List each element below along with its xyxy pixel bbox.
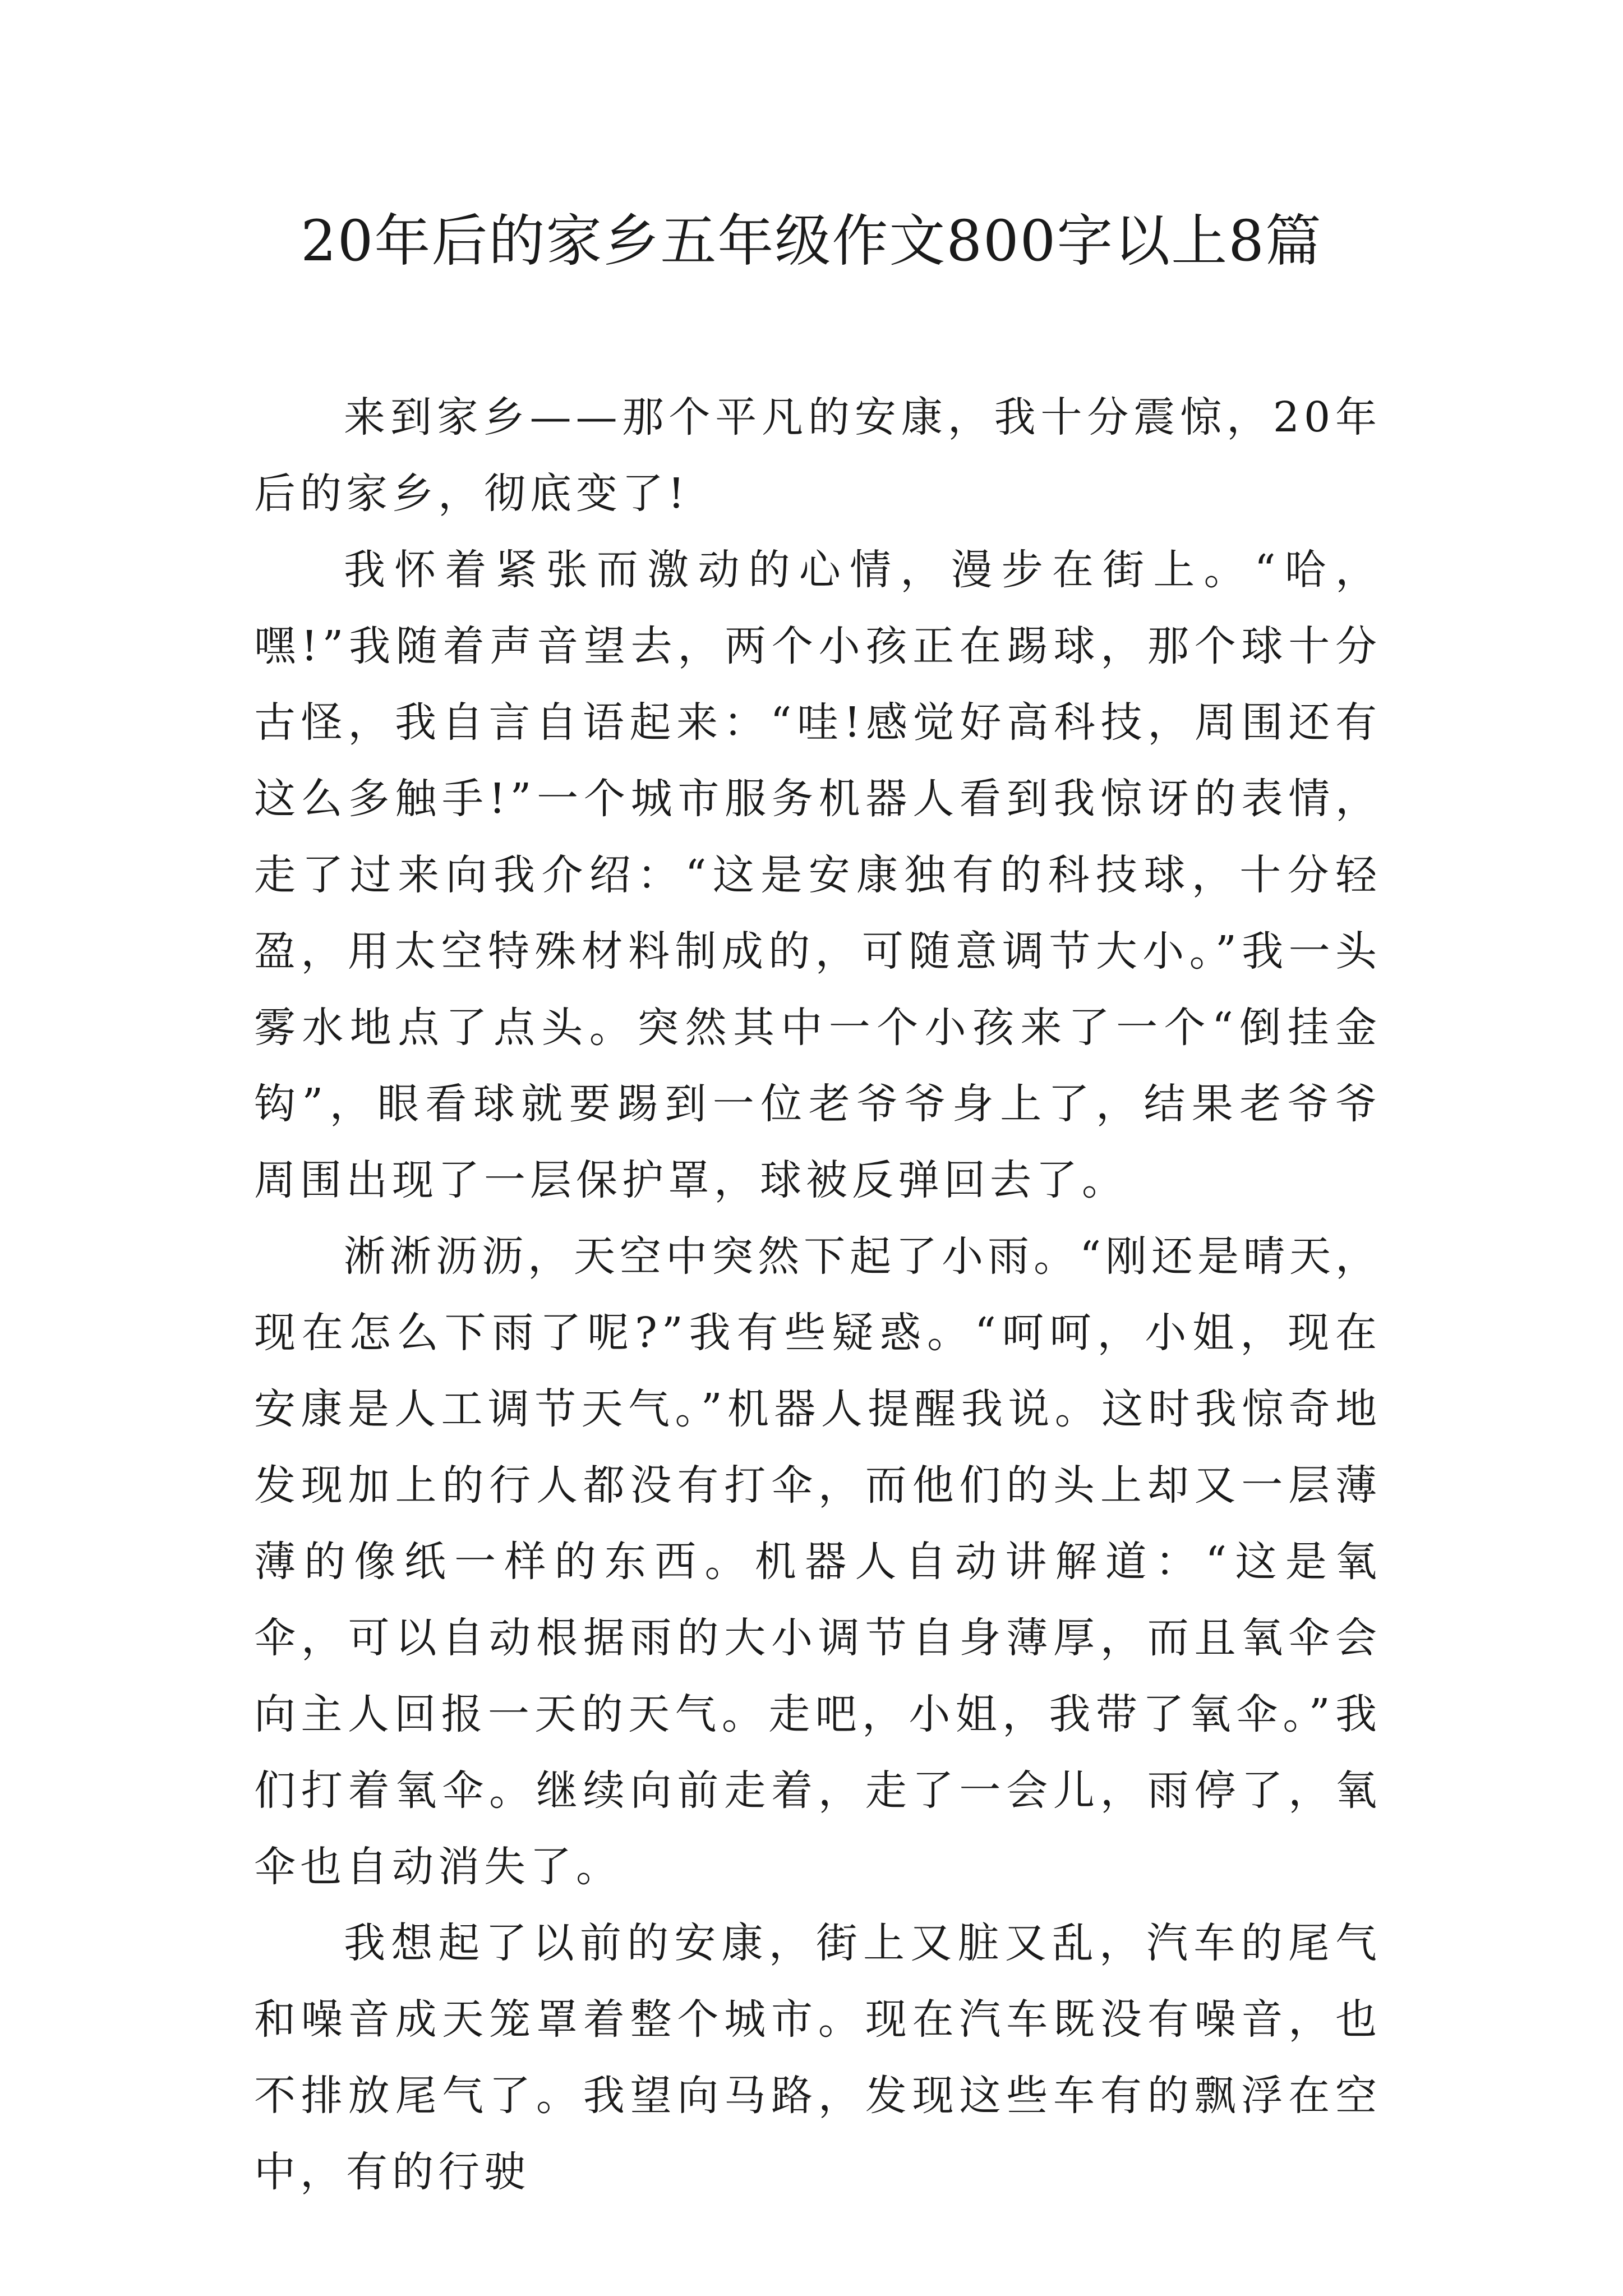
paragraph: 淅淅沥沥，天空中突然下起了小雨。“刚还是晴天，现在怎么下雨了呢?”我有些疑惑。“呵呵，小姐，现在安康是人工调节天气。”机器人提醒我说。这时我惊奇地发现加上的行人都没有打伞，而他们的头上却又一层薄薄的像纸一样的东西。机器人自动讲解道：“这是氧伞，可以自动根据雨的大小调节自身薄厚，而且氧伞会向主人回报一天的天气。走吧，小姐，我带了氧伞。”我们打着氧伞。继续向前走着，走了一会儿，雨停了，氧伞也自动消失了。 (254, 1232, 1381, 1891)
document-body (254, 379, 1381, 2210)
paragraph: 我怀着紧张而激动的心情，漫步在街上。“哈，嘿!”我随着声音望去，两个小孩正在踢球，那个球十分古怪，我自言自语起来：“哇!感觉好高科技，周围还有这么多触手!”一个城市服务机器人看到我惊讶的表情，走了过来向我介绍：“这是安康独有的科技球，十分轻盈，用太空特殊材料制成的，可随意调节大小。”我一头雾水地点了点头。突然其中一个小孩来了一个“倒挂金钩”，眼看球就要踢到一位老爷爷身上了，结果老爷爷周围出现了一层保护罩，球被反弹回去了。 (254, 546, 1381, 1204)
paragraph: 来到家乡——那个平凡的安康，我十分震惊，20年后的家乡，彻底变了! (254, 393, 1381, 518)
document-title: 20年后的家乡五年级作文800字以上8篇 (301, 208, 1322, 274)
paragraph: 我想起了以前的安康，街上又脏又乱，汽车的尾气和噪音成天笼罩着整个城市。现在汽车既没有噪音，也不排放尾气了。我望向马路，发现这些车有的飘浮在空中，有的行驶 (254, 1919, 1381, 2196)
